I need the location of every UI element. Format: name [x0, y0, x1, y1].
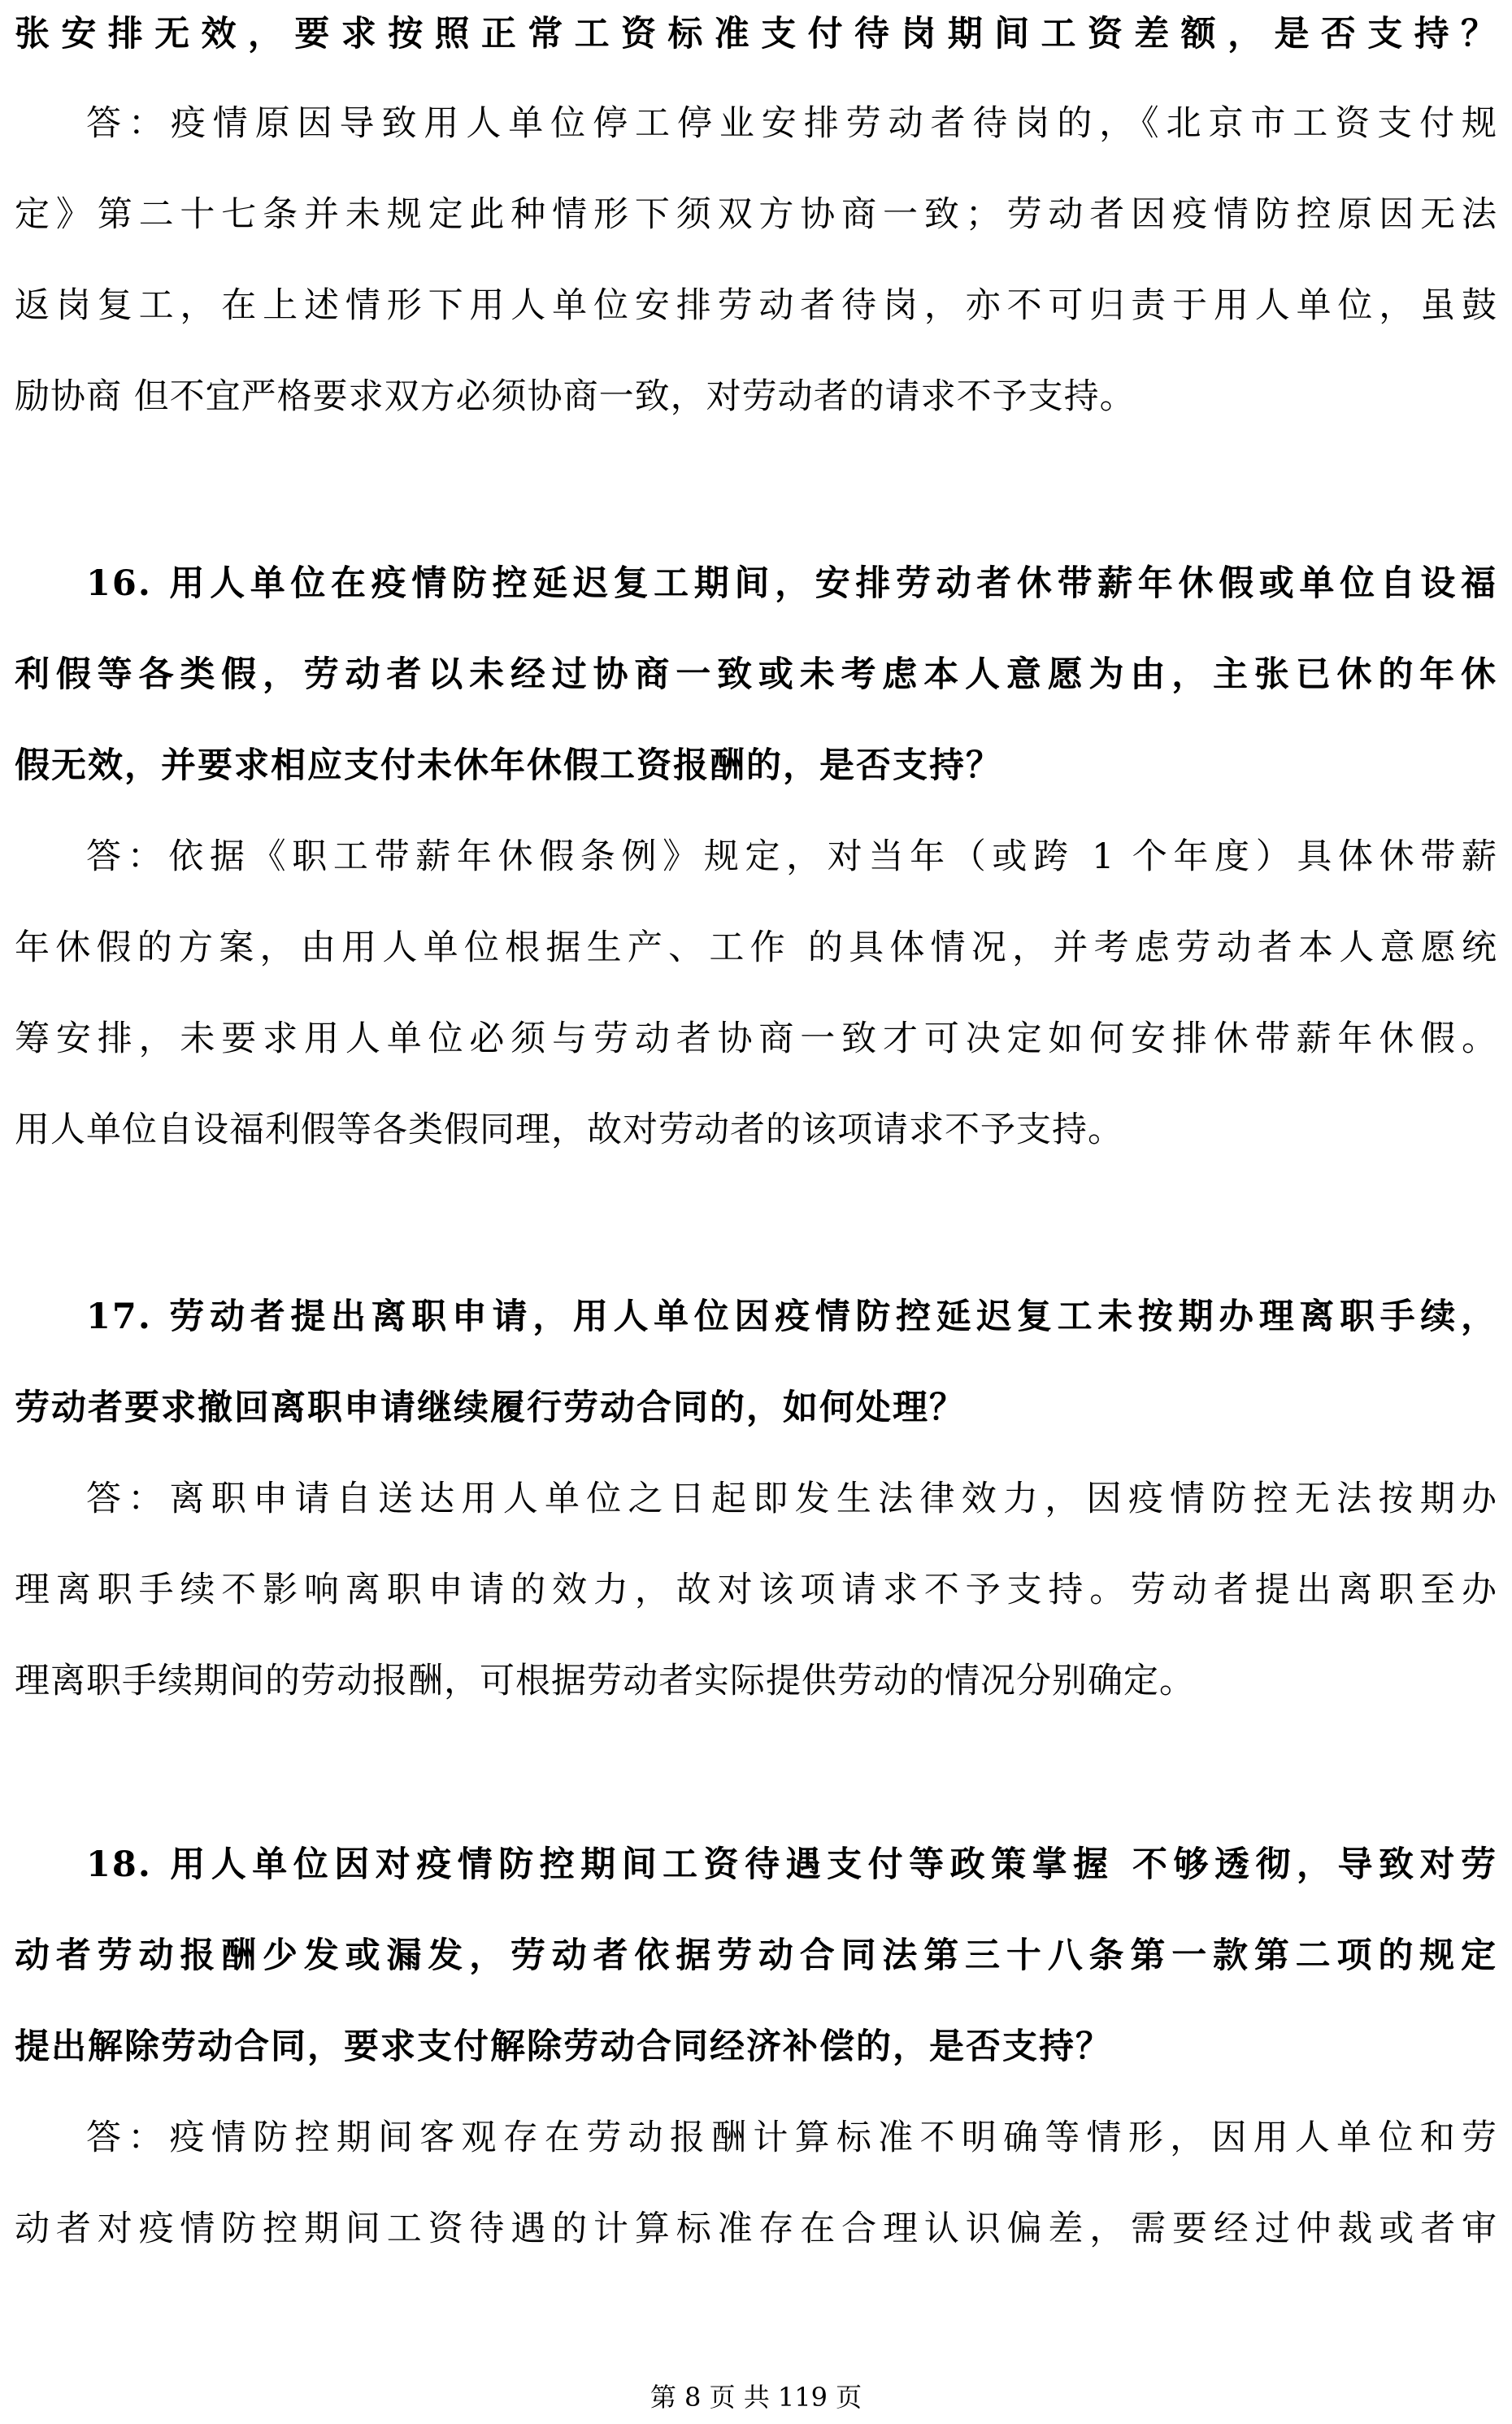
answer-17-line-3: 理离职手续期间的劳动报酬，可根据劳动者实际提供劳动的情况分别确定。: [15, 1661, 1195, 1701]
answer-16-line-2: 年休假的方案，由用人单位根据生产、工作 的具体情况，并考虑劳动者本人意愿统: [15, 927, 1497, 968]
answer-18-line-1: 答：疫情防控期间客观存在劳动报酬计算标准不明确等情形，因用人单位和劳: [86, 2118, 1497, 2158]
question-18-line-3: 提出解除劳动合同，要求支付解除劳动合同经济补偿的，是否支持？: [15, 2027, 1112, 2067]
answer-16-line-1: 答：依据《职工带薪年休假条例》规定，对当年（或跨 1 个年度）具体休带薪: [86, 836, 1497, 877]
answer-15-line-1: 答：疫情原因导致用人单位停工停业安排劳动者待岗的，《北京市工资支付规: [86, 103, 1497, 144]
answer-15-line-3: 返岗复工，在上述情形下用人单位安排劳动者待岗，亦不可归责于用人单位，虽鼓: [15, 285, 1497, 326]
answer-17-line-1: 答：离职申请自送达用人单位之日起即发生法律效力，因疫情防控无法按期办: [86, 1479, 1497, 1519]
answer-16-line-3: 筹安排，未要求用人单位必须与劳动者协商一致才可决定如何安排休带薪年休假。: [15, 1019, 1497, 1059]
question-17-line-1: 17. 劳动者提出离职申请，用人单位因疫情防控延迟复工未按期办理离职手续，: [86, 1297, 1497, 1337]
answer-16-line-4: 用人单位自设福利假等各类假同理，故对劳动者的该项请求不予支持。: [15, 1110, 1123, 1150]
answer-18-line-2: 动者对疫情防控期间工资待遇的计算标准存在合理认识偏差，需要经过仲裁或者审: [15, 2209, 1497, 2249]
question-18-line-2: 动者劳动报酬少发或漏发，劳动者依据劳动合同法第三十八条第一款第二项的规定: [15, 1935, 1497, 1976]
question-17-line-2: 劳动者要求撤回离职申请继续履行劳动合同的，如何处理？: [15, 1388, 966, 1428]
answer-15-line-2: 定》第二十七条并未规定此种情形下须双方协商一致；劳动者因疫情防控原因无法: [15, 194, 1497, 235]
question-16-line-3: 假无效，并要求相应支付未休年休假工资报酬的，是否支持？: [15, 745, 1002, 786]
question-18-line-1: 18. 用人单位因对疫情防控期间工资待遇支付等政策掌握 不够透彻，导致对劳: [86, 1844, 1497, 1885]
question-15-line-1: 张安排无效，要求按照正常工资标准支付待岗期间工资差额，是否支持？: [15, 14, 1497, 54]
question-16-line-1: 16. 用人单位在疫情防控延迟复工期间，安排劳动者休带薪年休假或单位自设福: [86, 563, 1497, 604]
answer-17-line-2: 理离职手续不影响离职申请的效力，故对该项请求不予支持。劳动者提出离职至办: [15, 1570, 1497, 1610]
answer-15-line-4: 励协商 但不宜严格要求双方必须协商一致，对劳动者的请求不予支持。: [15, 376, 1136, 417]
question-16-line-2: 利假等各类假，劳动者以未经过协商一致或未考虑本人意愿为由，主张已休的年休: [15, 654, 1497, 695]
page-number-footer: 第 8 页 共 119 页: [650, 2382, 862, 2413]
